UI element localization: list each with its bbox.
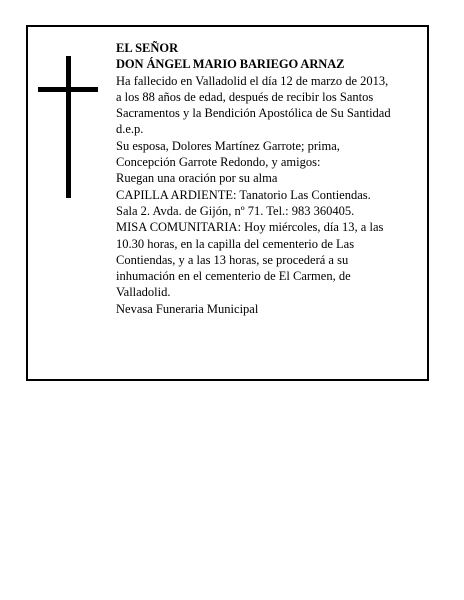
family-line: Concepción Garrote Redondo, y amigos: [116,155,321,170]
mass-info-line: Valladolid. [116,285,171,300]
prayer-request: Ruegan una oración por su alma [116,171,278,186]
cross-horizontal-bar [38,87,98,92]
mass-info-line: MISA COMUNITARIA: Hoy miércoles, día 13, a las [116,220,384,235]
cross-icon [38,56,98,198]
chapel-info-line: Sala 2. Avda. de Gijón, nº 71. Tel.: 983 360405. [116,203,355,218]
chapel-info-line: CAPILLA ARDIENTE: Tanatorio Las Contiendas. [116,187,371,202]
notice-text [116,40,426,317]
notice-title-line1: EL SEÑOR [116,41,179,55]
mass-info-line: 10.30 horas, en la capilla del cementerio de Las [116,236,355,251]
obituary-notice [26,25,429,381]
mass-info-line: inhumación en el cementerio de El Carmen, de [116,269,351,284]
cross-vertical-bar [66,56,71,198]
family-line: Su esposa, Dolores Martínez Garrote; prima, [116,138,340,153]
deceased-name: DON ÁNGEL MARIO BARIEGO ARNAZ [116,57,345,72]
death-announcement-line: d.e.p. [116,122,144,137]
death-announcement-line: Sacramentos y la Bendición Apostólica de Su Santidad [116,106,391,121]
funeral-home: Nevasa Funeraria Municipal [116,301,259,316]
death-announcement-line: a los 88 años de edad, después de recibir los Santos [116,89,374,104]
mass-info-line: Contiendas, y a las 13 horas, se procederá a su [116,252,349,267]
death-announcement-line: Ha fallecido en Valladolid el día 12 de marzo de 2013, [116,73,389,88]
